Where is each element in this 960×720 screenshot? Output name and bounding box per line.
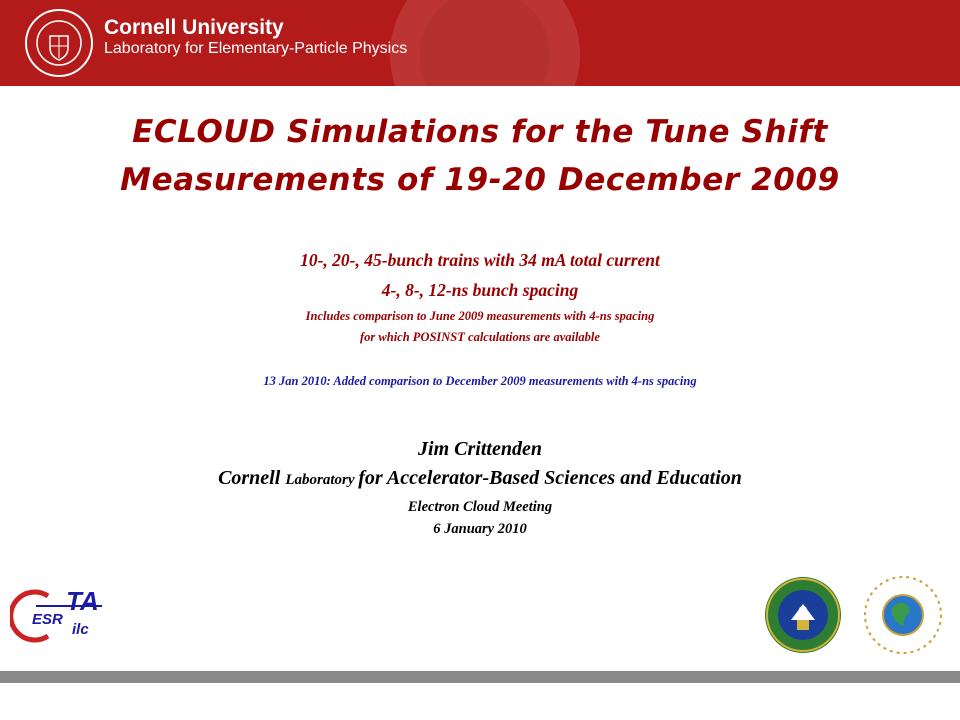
cesr-ilc-letters: ilc	[72, 621, 89, 638]
cesrta-logo	[10, 586, 110, 646]
subtitle-line-4: for which POSINST calculations are available	[360, 330, 600, 344]
subtitle-line-1: 10-, 20-, 45-bunch trains with 34 mA total current	[300, 250, 660, 270]
update-note: 13 Jan 2010: Added comparison to December 2009 measurements with 4-ns spacing	[263, 374, 697, 388]
subtitle-line-2: 4-, 8-, 12-ns bunch spacing	[381, 280, 579, 300]
affiliation-part-1: Cornell	[218, 467, 286, 489]
cesr-ta-letters: TA	[66, 586, 99, 616]
university-name: Cornell University	[104, 16, 284, 39]
nsf-logo	[862, 574, 944, 656]
author-name: Jim Crittenden	[418, 438, 542, 460]
lab-name: Laboratory for Elementary-Particle Physics	[104, 40, 408, 57]
background-seal-portrait	[420, 0, 550, 86]
cornell-seal-logo	[24, 8, 94, 78]
cesr-letters: ESR	[32, 611, 63, 628]
header-banner	[0, 0, 960, 86]
author-affiliation	[0, 467, 960, 490]
title-line-2: Measurements of 19-20 December 2009	[120, 162, 840, 198]
subtitle-line-3: Includes comparison to June 2009 measurements with 4-ns spacing	[305, 309, 655, 323]
doe-seal-logo	[764, 576, 842, 654]
affiliation-part-2: Laboratory	[285, 472, 359, 488]
affiliation-part-3: for Accelerator-Based Sciences and Education	[358, 467, 742, 489]
presentation-date: 6 January 2010	[433, 521, 527, 537]
slide-title	[0, 108, 960, 204]
title-line-1: ECLOUD Simulations for the Tune Shift	[132, 114, 828, 150]
meeting-name: Electron Cloud Meeting	[407, 499, 553, 515]
footer-bar	[0, 671, 960, 683]
